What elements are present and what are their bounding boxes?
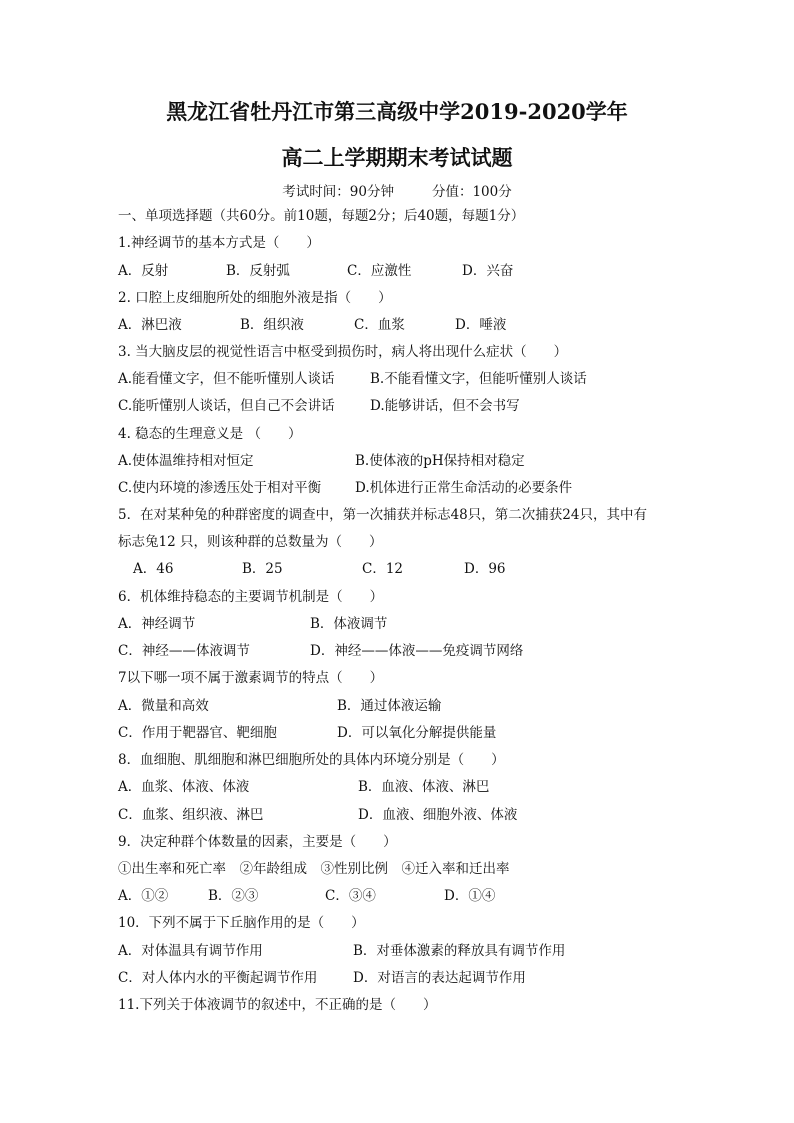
question-stem: 7以下哪一项不属于激素调节的特点（ ） [118,670,384,686]
option-d: D.能够讲话，但不会书写 [370,398,520,414]
question-stem-continued: 标志兔12 只，则该种群的总数量为（ ） [118,534,383,550]
option-c: C.能听懂别人谈话，但自己不会讲话 [118,398,335,414]
question-stem: 8．血细胞、肌细胞和淋巴细胞所处的具体内环境分别是（ ） [118,752,505,768]
option-b: B．25 [242,561,283,577]
option-d: D．①④ [444,888,496,904]
option-c: C．作用于靶器官、靶细胞 [118,725,277,741]
option-a: A．神经调节 [118,616,196,632]
option-d: D．兴奋 [462,263,514,279]
option-a: A．血浆、体液、体液 [118,779,250,795]
option-d: D．血液、细胞外液、体液 [358,807,518,823]
option-d: D.机体进行正常生命活动的必要条件 [355,480,573,496]
option-c: C．血浆 [354,317,405,333]
option-c: C．对人体内水的平衡起调节作用 [118,970,318,986]
exam-title-line1: 黑龙江省牡丹江市第三高级中学2019-2020学年 [166,99,628,124]
option-b: B．反射弧 [226,263,290,279]
question-stem: 2. 口腔上皮细胞所处的细胞外液是指（ ） [118,290,392,306]
option-c: C．12 [362,561,404,577]
exam-info [0,180,794,200]
option-c: C．应激性 [347,263,412,279]
option-a: A．淋巴液 [118,317,182,333]
option-c: C.使内环境的渗透压处于相对平衡 [118,480,322,496]
question-stem: 9．决定种群个体数量的因素，主要是（ ） [118,834,397,850]
option-a: A．微量和高效 [118,698,209,714]
option-b: B．血液、体液、淋巴 [358,779,490,795]
option-b: B．②③ [208,888,259,904]
section-heading: 一、单项选择题（共60分。前10题，每题2分；后40题，每题1分） [118,208,525,224]
exam-score: 分值：100分 [431,184,512,200]
question-items: ①出生率和死亡率 ②年龄组成 ③性别比例 ④迁入率和迁出率 [118,861,510,877]
option-b: B．体液调节 [310,616,388,632]
option-a: A．46 [133,561,174,577]
exam-title-line2: 高二上学期期末考试试题 [281,145,513,170]
option-d: D．对语言的表达起调节作用 [353,970,526,986]
option-a: A．反射 [118,263,169,279]
option-c: C．③④ [325,888,376,904]
option-a: A．对体温具有调节作用 [118,943,263,959]
option-c: C．神经——体液调节 [118,643,250,659]
option-a: A.能看懂文字，但不能听懂别人谈话 [118,371,335,387]
option-d: D．唾液 [455,317,507,333]
option-a: A.使体温维持相对恒定 [118,453,254,469]
question-stem: 5．在对某种兔的种群密度的调查中，第一次捕获并标志48只，第二次捕获24只，其中有 [118,507,647,523]
exam-time: 考试时间：90分钟 [282,184,394,200]
option-d: D．96 [464,561,506,577]
option-d: D．可以氧化分解提供能量 [337,725,497,741]
question-stem: 3. 当大脑皮层的视觉性语言中枢受到损伤时，病人将出现什么症状（ ） [118,344,568,360]
option-b: B．对垂体激素的释放具有调节作用 [353,943,566,959]
option-b: B.不能看懂文字，但能听懂别人谈话 [370,371,587,387]
option-c: C．血浆、组织液、淋巴 [118,807,264,823]
option-b: B．通过体液运输 [337,698,442,714]
question-stem: 11.下列关于体液调节的叙述中，不正确的是（ ） [118,997,437,1013]
option-a: A．①② [118,888,169,904]
option-b: B.使体液的pH保持相对稳定 [355,453,525,469]
question-stem: 1.神经调节的基本方式是（ ） [118,235,320,251]
option-d: D．神经——体液——免疫调节网络 [310,643,524,659]
question-stem: 6．机体维持稳态的主要调节机制是（ ） [118,589,384,605]
question-stem: 10．下列不属于下丘脑作用的是（ ） [118,915,365,931]
question-stem: 4. 稳态的生理意义是 （ ） [118,426,302,442]
option-b: B．组织液 [240,317,304,333]
